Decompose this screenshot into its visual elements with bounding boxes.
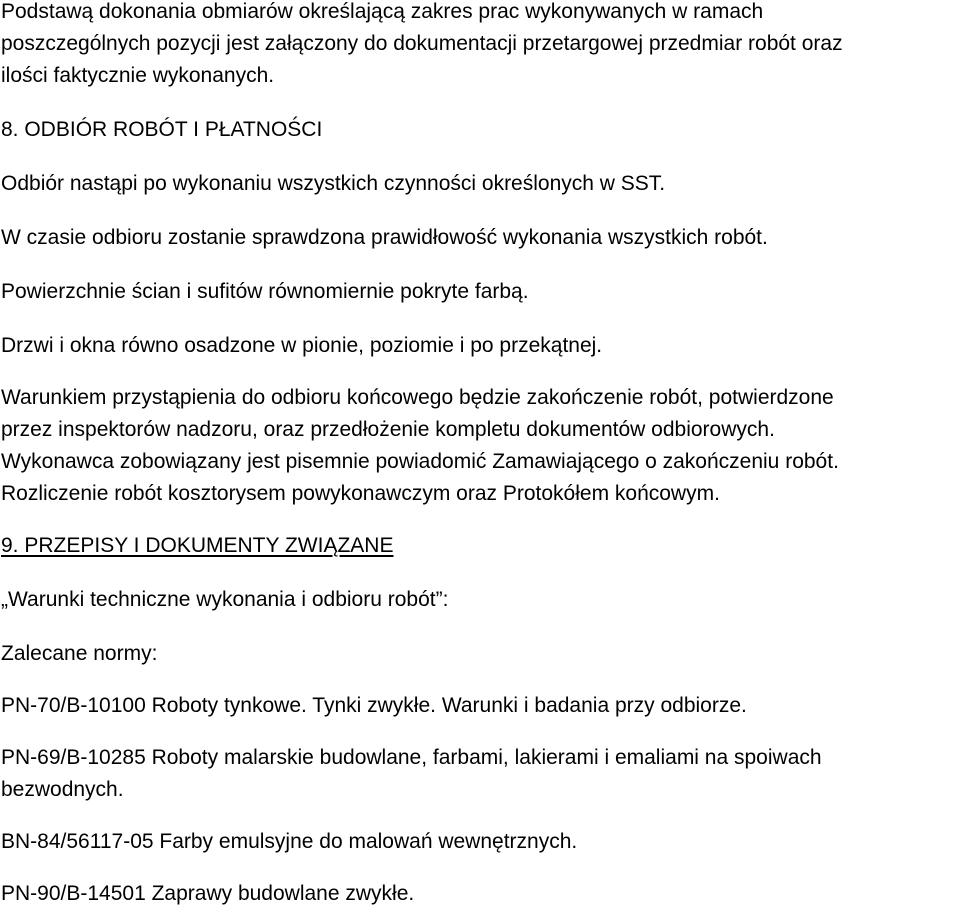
section-8-paragraph-1: Odbiór nastąpi po wykonaniu wszystkich czynności określonych w SST.	[1, 172, 666, 195]
section-8-paragraph-3: Powierzchnie ścian i sufitów równomiernie pokryte farbą.	[1, 280, 529, 303]
section-8-paragraph-5-line-3: Wykonawca zobowiązany jest pisemnie powiadomić Zamawiającego o zakończeniu robót.	[1, 450, 839, 473]
section-8-paragraph-5-line-2: przez inspektorów nadzoru, oraz przedłożenie kompletu dokumentów odbiorowych.	[1, 418, 775, 441]
section-8-paragraph-4: Drzwi i okna równo osadzone w pionie, poziomie i po przekątnej.	[1, 334, 603, 357]
intro-line-1: Podstawą dokonania obmiarów określającą zakres prac wykonywanych w ramach	[1, 0, 764, 23]
section-8-paragraph-5-line-1: Warunkiem przystąpienia do odbioru końcowego będzie zakończenie robót, potwierdzone	[1, 386, 834, 409]
zalecane-normy-label: Zalecane normy:	[1, 642, 158, 665]
section-8-heading: 8. ODBIÓR ROBÓT I PŁATNOŚCI	[1, 118, 323, 141]
intro-line-3: ilości faktycznie wykonanych.	[1, 64, 275, 87]
norm-item: BN-84/56117-05 Farby emulsyjne do malowań wewnętrznych.	[1, 830, 578, 853]
warunki-techniczne-title: „Warunki techniczne wykonania i odbioru robót”:	[1, 588, 449, 611]
norm-item: PN-69/B-10285 Roboty malarskie budowlane, farbami, lakierami i emaliami na spoiwach	[1, 746, 822, 769]
section-9-heading: 9. PRZEPISY I DOKUMENTY ZWIĄZANE	[1, 534, 394, 557]
norm-item: PN-70/B-10100 Roboty tynkowe. Tynki zwykłe. Warunki i badania przy odbiorze.	[1, 694, 747, 717]
section-8-paragraph-2: W czasie odbioru zostanie sprawdzona prawidłowość wykonania wszystkich robót.	[1, 226, 768, 249]
intro-line-2: poszczególnych pozycji jest załączony do dokumentacji przetargowej przedmiar robót oraz	[1, 32, 843, 55]
norm-item: PN-90/B-14501 Zaprawy budowlane zwykłe.	[1, 882, 415, 905]
section-8-paragraph-5-line-4: Rozliczenie robót kosztorysem powykonawczym oraz Protokółem końcowym.	[1, 482, 720, 505]
norm-item-continuation: bezwodnych.	[1, 778, 124, 801]
